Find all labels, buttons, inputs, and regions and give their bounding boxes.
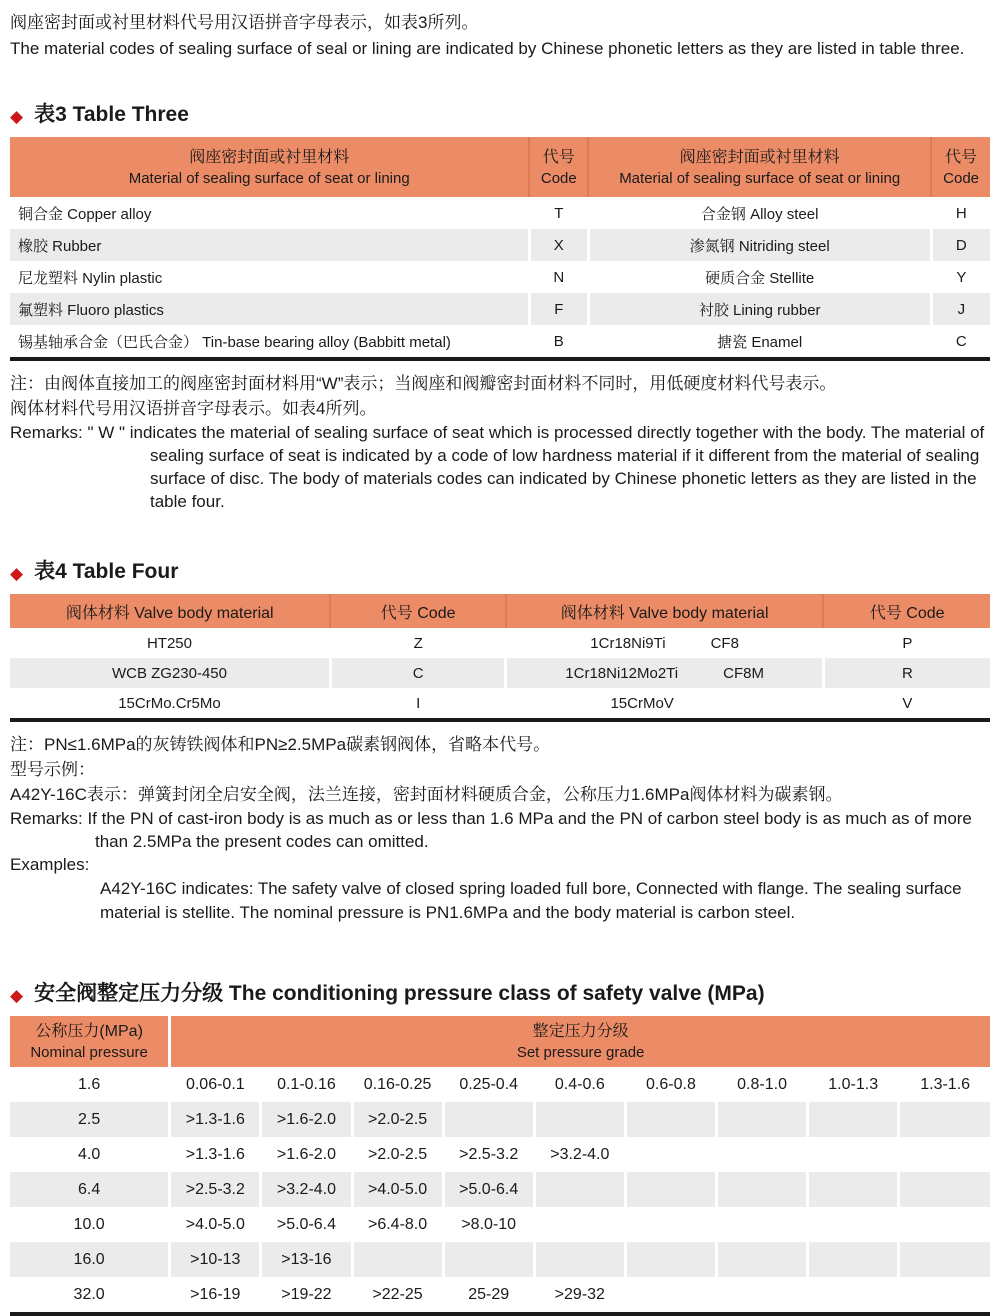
table4-note-zh2: 型号示例： [10, 760, 95, 779]
cell: 搪瓷 Enamel [588, 325, 931, 359]
cell [443, 1102, 534, 1137]
cell: 4.0 [78, 1145, 101, 1163]
cell: 橡胶 Rubber [10, 229, 529, 261]
table3-heading-label: 表3 Table Three [34, 103, 189, 126]
cell: >2.5-3.2 [443, 1137, 534, 1172]
cell [717, 1172, 808, 1207]
cell: 0.8-1.0 [717, 1067, 808, 1102]
table3-header-material-left: 阀座密封面或衬里材料 Material of sealing surface of seat or lining [10, 137, 529, 197]
cell: 16.0 [10, 1242, 170, 1277]
table-row [10, 688, 990, 720]
cell: I [330, 688, 505, 720]
cell: 渗氮钢 Nitriding steel [588, 229, 931, 261]
cell: 1Cr18Ni9Ti CF8 [506, 628, 824, 658]
cell [625, 1102, 716, 1137]
table3-heading [10, 102, 990, 128]
cell [899, 1172, 990, 1207]
cell: >4.0-5.0 [352, 1172, 443, 1207]
cell: WCB ZG230-450 [10, 658, 330, 688]
cell [808, 1137, 899, 1172]
cell [899, 1277, 990, 1314]
table3-header-code-right: 代号 Code [931, 137, 990, 197]
cell [534, 1172, 625, 1207]
cell: >13-16 [261, 1242, 352, 1277]
cell [534, 1242, 625, 1277]
diamond-icon: ◆ [10, 985, 24, 1005]
cell [625, 1207, 716, 1242]
cell: 0.16-0.25 [352, 1067, 443, 1102]
cell [899, 1137, 990, 1172]
table-row [10, 1277, 990, 1314]
cell: N [529, 261, 588, 293]
cell: 衬胶 Lining rubber [588, 293, 931, 325]
pressure-heading-label: 安全阀整定压力分级 The conditioning pressure class of safety valve (MPa) [34, 982, 765, 1005]
cell: >2.5-3.2 [170, 1172, 261, 1207]
table-row [10, 261, 990, 293]
cell: >2.0-2.5 [352, 1102, 443, 1137]
cell [808, 1102, 899, 1137]
cell: V [823, 688, 990, 720]
pressure-header-grade: 整定压力分级 Set pressure grade [170, 1016, 990, 1067]
cell [534, 1207, 625, 1242]
cell: 铜合金 Copper alloy [18, 205, 152, 223]
table3-note-zh2: 阀体材料代号用汉语拼音字母表示。如表4所列。 [10, 399, 377, 418]
table3-note-zh1: 注：由阀体直接加工的阀座密封面材料用“W”表示；当阀座和阀瓣密封面材料不同时，用低硬度材料代号表示。 [10, 374, 837, 393]
cell: X [529, 229, 588, 261]
cell: 1.3-1.6 [899, 1067, 990, 1102]
cell: >1.6-2.0 [261, 1137, 352, 1172]
cell [899, 1207, 990, 1242]
table4-heading [10, 559, 990, 585]
cell: 0.6-0.8 [625, 1067, 716, 1102]
table4-note-zh1: 注：PN≤1.6MPa的灰铸铁阀体和PN≥2.5MPa碳素钢阀体，省略本代号。 [10, 735, 551, 754]
table-row [10, 1067, 990, 1102]
intro-zh: 阀座密封面或衬里材料代号用汉语拼音字母表示，如表3所列。 [10, 13, 479, 32]
cell [899, 1242, 990, 1277]
cell [352, 1242, 443, 1277]
cell: Y [931, 261, 990, 293]
cell: 合金钢 Alloy steel [588, 197, 931, 229]
cell: T [529, 197, 588, 229]
table-row [10, 197, 990, 229]
cell: >5.0-6.4 [443, 1172, 534, 1207]
table-row [10, 1102, 990, 1137]
table-row [10, 1137, 990, 1172]
table4-header-code-left: 代号 Code [330, 594, 505, 628]
cell [625, 1137, 716, 1172]
cell: 25-29 [443, 1277, 534, 1314]
pressure-table [10, 1016, 990, 1316]
cell [443, 1242, 534, 1277]
cell [899, 1102, 990, 1137]
table-row [10, 1242, 990, 1277]
cell: 6.4 [10, 1172, 170, 1207]
cell: C [330, 658, 505, 688]
example-text: A42Y-16C indicates: The safety valve of closed spring loaded full bore, Connected with flange. The sealing surface material is stellite. The nominal pressure is PN1.6MPa and the body material is carbon steel. [100, 879, 962, 922]
table-row [10, 1172, 990, 1207]
cell [808, 1172, 899, 1207]
cell [625, 1277, 716, 1314]
table-row [10, 325, 990, 359]
diamond-icon: ◆ [10, 563, 24, 583]
cell: F [529, 293, 588, 325]
intro-paragraph [10, 10, 990, 62]
table4-header-code-right: 代号 Code [823, 594, 990, 628]
cell: >1.3-1.6 [170, 1102, 261, 1137]
table4-header-material-right: 阀体材料 Valve body material [506, 594, 824, 628]
cell: H [931, 197, 990, 229]
cell: 2.5 [10, 1102, 170, 1137]
cell: >22-25 [352, 1277, 443, 1314]
cell: 0.25-0.4 [443, 1067, 534, 1102]
cell: 硬质合金 Stellite [588, 261, 931, 293]
pressure-header-nominal: 公称压力(MPa) Nominal pressure [10, 1016, 170, 1067]
cell: J [931, 293, 990, 325]
cell: 1.6 [78, 1075, 101, 1093]
cell: B [529, 325, 588, 359]
table4-header-material-left: 阀体材料 Valve body material [10, 594, 330, 628]
table4-header-row [10, 594, 990, 628]
cell [625, 1242, 716, 1277]
cell [625, 1172, 716, 1207]
pressure-heading [10, 981, 990, 1007]
cell: C [931, 325, 990, 359]
cell [717, 1137, 808, 1172]
cell [717, 1277, 808, 1314]
cell: >2.0-2.5 [352, 1137, 443, 1172]
cell: >1.3-1.6 [170, 1137, 261, 1172]
table4 [10, 594, 990, 722]
cell: >3.2-4.0 [261, 1172, 352, 1207]
diamond-icon: ◆ [10, 106, 24, 126]
cell: 0.1-0.16 [261, 1067, 352, 1102]
table-row [10, 229, 990, 261]
cell [808, 1242, 899, 1277]
cell: D [931, 229, 990, 261]
table3-remark-en: Remarks: " W " indicates the material of sealing surface of seat which is processed directly together with the body. The material of sealing surface of seat is indicated by a code of low hardness material if it different from the material of sealing surface of disc. The body of materials codes can indicated by Chinese phonetic letters as they are listed in the table four. [10, 423, 985, 511]
cell: P [823, 628, 990, 658]
table-row [10, 293, 990, 325]
cell [717, 1242, 808, 1277]
cell: 10.0 [73, 1215, 105, 1233]
table3-header-row [10, 137, 990, 197]
cell: HT250 [146, 634, 192, 652]
cell: 氟塑料 Fluoro plastics [10, 293, 529, 325]
cell: >10-13 [170, 1242, 261, 1277]
cell: >16-19 [170, 1277, 261, 1314]
cell: >8.0-10 [443, 1207, 534, 1242]
cell: 锡基轴承合金（巴氏合金） Tin-base bearing alloy (Babbitt metal) [18, 333, 451, 351]
cell: >4.0-5.0 [170, 1207, 261, 1242]
table-row [10, 658, 990, 688]
cell: 0.06-0.1 [170, 1067, 261, 1102]
table4-note-zh3: A42Y-16C表示：弹簧封闭全启安全阀，法兰连接，密封面材料硬质合金，公称压力1.6MPa阀体材料为碳素钢。 [10, 785, 843, 804]
cell: Z [330, 628, 505, 658]
cell: 1.0-1.3 [808, 1067, 899, 1102]
cell: 1Cr18Ni12Mo2Ti CF8M [506, 658, 824, 688]
cell [808, 1207, 899, 1242]
cell: 15CrMo.Cr5Mo [118, 694, 221, 712]
examples-label: Examples: [10, 855, 90, 874]
cell: 尼龙塑料 Nylin plastic [18, 269, 163, 287]
table4-remark-en: Remarks: If the PN of cast-iron body is as much as or less than 1.6 MPa and the PN of carbon steel body is as much as of more than 2.5MPa the present codes can omitted. [10, 809, 972, 851]
table-row [10, 628, 990, 658]
cell: R [823, 658, 990, 688]
cell: >6.4-8.0 [352, 1207, 443, 1242]
cell: >29-32 [534, 1277, 625, 1314]
pressure-header-row [10, 1016, 990, 1067]
table3-header-code-left: 代号 Code [529, 137, 588, 197]
intro-en: The material codes of sealing surface of seal or lining are indicated by Chinese phonetic letters as they are listed in table three. [10, 39, 965, 58]
table4-heading-label: 表4 Table Four [34, 560, 179, 583]
cell [808, 1277, 899, 1314]
cell: >19-22 [261, 1277, 352, 1314]
table3-header-material-right: 阀座密封面或衬里材料 Material of sealing surface of seat or lining [588, 137, 931, 197]
cell: 32.0 [73, 1285, 105, 1303]
table4-notes [10, 732, 990, 925]
table-row [10, 1207, 990, 1242]
table3 [10, 137, 990, 361]
cell: 0.4-0.6 [534, 1067, 625, 1102]
cell: >1.6-2.0 [261, 1102, 352, 1137]
cell [717, 1207, 808, 1242]
cell [717, 1102, 808, 1137]
cell [534, 1102, 625, 1137]
table3-notes [10, 371, 990, 513]
cell: 15CrMoV [506, 688, 824, 720]
cell: >3.2-4.0 [534, 1137, 625, 1172]
cell: >5.0-6.4 [261, 1207, 352, 1242]
